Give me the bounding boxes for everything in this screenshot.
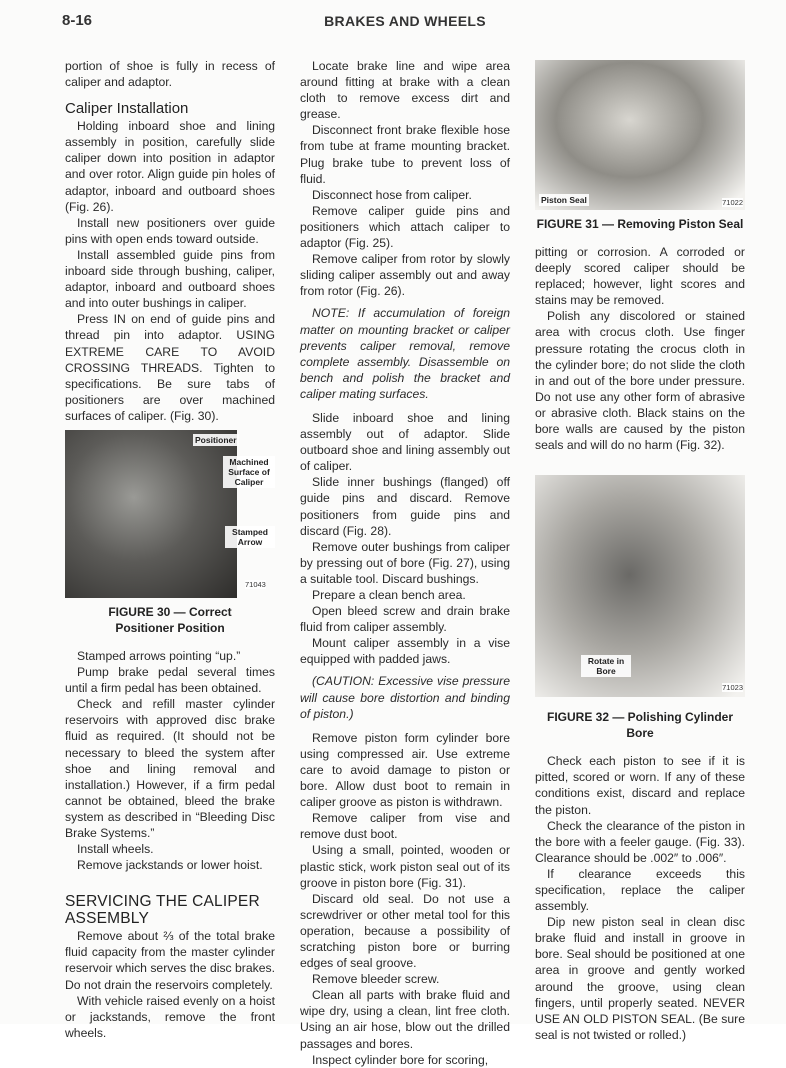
paragraph: Check the clearance of the piston in the bore with a feeler gauge. (Fig. 33). Clearance should be .002″ to .006″.	[535, 818, 745, 865]
paragraph: Check and refill master cylinder reservoirs with approved disc brake fluid as required. (It should not be necessary to bleed the system after shoe and lining removal and installation.) However, if a firm pedal cannot be obtained, bleed the brake system as described in “Bleeding Disc Brake Systems.”	[65, 697, 275, 840]
right-text-bottom	[535, 753, 745, 1043]
paragraph: portion of shoe is fully in recess of caliper and adaptor.	[65, 59, 275, 90]
figure-caption: FIGURE 31 — Removing Piston Seal	[536, 217, 744, 231]
section-heading: SERVICING THE CALIPER ASSEMBLY	[65, 893, 260, 928]
paragraph: Polish any discolored or stained area with crocus cloth. Use finger pressure rotating the crocus cloth in the cylinder bore; do not slide the cloth in and out of the bore under pressure. Do not use any other form of abrasive or abrasive cloth. Black stains on the bore walls are caused by the piston seals and will do no harm (Fig. 32).	[535, 309, 745, 453]
paragraph: Holding inboard shoe and lining assembly in position, carefully slide caliper down into position in adaptor and over rotor. Align guide pin holes of adaptor, inboard and outboard shoes (Fig. 26).	[65, 119, 275, 214]
figure-caption: FIGURE 32 — Polishing Cylinder Bore	[546, 710, 734, 741]
paragraph: Install new positioners over guide pins with open ends toward outside.	[65, 215, 275, 246]
figure-label: Piston Seal	[541, 195, 587, 205]
paragraph: Install assembled guide pins from inboard side through bushing, caliper, adaptor, inboard and outboard shoes and into outer bushings in caliper.	[65, 247, 275, 311]
left-column	[65, 58, 275, 1041]
paragraph: Clean all parts with brake fluid and wipe dry, using a clean, lint free cloth. Using an air hose, blow out the drilled passages and bores.	[300, 988, 510, 1051]
figure-label: Machined Surface of Caliper	[223, 456, 275, 488]
paragraph: Remove caliper guide pins and positioners which attach caliper to adaptor (Fig. 25).	[300, 203, 510, 251]
paragraph: Using a small, pointed, wooden or plastic stick, work piston seal out of its groove in piston bore (Fig. 31).	[300, 843, 510, 890]
paragraph: With vehicle raised evenly on a hoist or jackstands, remove the front wheels.	[65, 993, 275, 1040]
paragraph: Pump brake pedal several times until a firm pedal has been obtained.	[65, 665, 275, 696]
paragraph: Remove jackstands or lower hoist.	[77, 858, 263, 873]
middle-column	[300, 58, 510, 1068]
figure-30	[65, 430, 275, 636]
figure-30-photo	[65, 430, 237, 598]
paragraph: Mount caliper assembly in a vise equipped with padded jaws.	[300, 636, 510, 667]
figure-label: Positioner	[195, 434, 237, 445]
middle-text	[300, 58, 510, 1068]
figure-31	[535, 60, 745, 232]
figure-32-photo	[535, 475, 745, 697]
figure-31-photo	[535, 60, 745, 210]
note-paragraph: (CAUTION: Excessive vise pressure will cause bore distortion and binding of piston.)	[300, 674, 510, 721]
paragraph: Remove caliper from vise and remove dust boot.	[300, 811, 510, 842]
paragraph: pitting or corrosion. A corroded or deeply scored caliper should be replaced; however, light scores and stains may be removed.	[535, 245, 745, 308]
paragraph: Remove outer bushings from caliper by pressing out of bore (Fig. 27), using a suitable tool. Discard bushings.	[300, 539, 510, 586]
paragraph: Open bleed screw and drain brake fluid from caliper assembly.	[300, 604, 510, 635]
section-heading: Caliper Installation	[65, 100, 189, 118]
note-paragraph: NOTE: If accumulation of foreign matter on mounting bracket or caliper prevents caliper removal, remove complete assembly. Disassemble on bench and polish the bracket and caliper mating surfaces.	[300, 306, 510, 401]
figure-code: 71022	[722, 198, 743, 207]
paragraph: Remove piston form cylinder bore using compressed air. Use extreme care to avoid damage to piston or bore. Allow dust boot to remain in caliper groove as piston is withdrawn.	[300, 730, 510, 810]
left-text-bottom	[65, 648, 275, 1041]
paragraph: Discard old seal. Do not use a screwdriver or other metal tool for this operation, because a possibility of scratching piston bore or burring edges of seal groove.	[300, 891, 510, 971]
paragraph: Dip new piston seal in clean disc brake fluid and install in groove in bore. Seal should be positioned at one area in groove and gently worked around the groove, using clean fingers, until properly seated. NEVER USE AN OLD PISTON SEAL. (Be sure seal is not twisted or rolled.)	[535, 915, 745, 1042]
figure-code: 71023	[722, 683, 743, 693]
figure-caption: FIGURE 30 — Correct Positioner Position	[108, 604, 232, 635]
figure-32	[535, 475, 745, 741]
figure-label: Stamped Arrow	[225, 526, 275, 548]
right-column	[535, 60, 745, 1043]
paragraph: Install wheels.	[77, 842, 154, 857]
left-text-top	[65, 58, 275, 424]
paragraph: Disconnect hose from caliper.	[312, 187, 472, 202]
paragraph: Slide inboard shoe and lining assembly out of adaptor. Slide outboard shoe and lining assembly out of caliper.	[300, 410, 510, 474]
paragraph: Check each piston to see if it is pitted, scored or worn. If any of these conditions exist, discard and replace the piston.	[535, 754, 745, 817]
paragraph: Prepare a clean bench area.	[312, 588, 466, 602]
right-text-middle	[535, 244, 745, 453]
paragraph: Slide inner bushings (flanged) off guide pins and discard. Remove positioners from guide pins and discard (Fig. 28).	[300, 475, 510, 538]
paragraph: Remove bleeder screw.	[312, 972, 440, 987]
paragraph: Press IN on end of guide pins and thread pin into adaptor. USING EXTREME CARE TO AVOID CROSSING THREADS. Tighten to specifications. Be sure tabs of positioners are over machined surfaces of caliper. (Fig. 30).	[65, 312, 275, 423]
paragraph: Stamped arrows pointing “up.”	[77, 648, 241, 663]
paragraph: Inspect cylinder bore for scoring,	[312, 1052, 489, 1067]
running-header: BRAKES AND WHEELS	[324, 13, 486, 29]
paragraph: If clearance exceeds this specification, replace the caliper assembly.	[535, 866, 745, 914]
figure-label: Rotate in Bore	[581, 655, 631, 677]
page-number: 8-16	[62, 12, 93, 29]
paragraph: Locate brake line and wipe area around fitting at brake with a clean cloth to remove excess dirt and grease.	[300, 59, 510, 122]
paragraph: Remove about ⅔ of the total brake fluid capacity from the master cylinder reservoir which serves the disc brakes. Do not drain the reservoirs completely.	[65, 929, 275, 992]
paragraph: Remove caliper from rotor by slowly sliding caliper assembly out and away from rotor (Fig. 26).	[300, 252, 510, 299]
figure-code: 71043	[245, 579, 266, 589]
paragraph: Disconnect front brake flexible hose from tube at frame mounting bracket. Plug brake tube to prevent loss of fluid.	[300, 123, 510, 186]
